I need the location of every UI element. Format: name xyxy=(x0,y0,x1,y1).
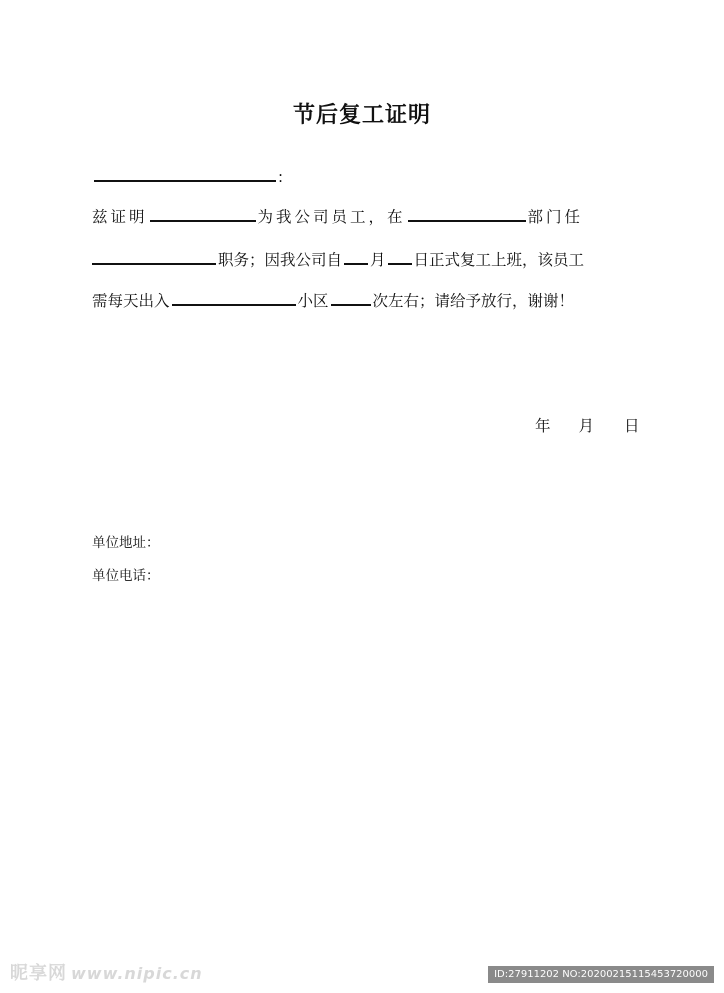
watermark-logo-url: www.nipic.cn xyxy=(71,964,203,983)
times-blank xyxy=(331,290,371,306)
unit-phone-label: 单位电话： xyxy=(92,568,160,584)
addressee-colon: : xyxy=(278,168,284,186)
document-title: 节后复工证明 xyxy=(292,102,431,128)
line2-text-3: 日正式复工上班，该员工 xyxy=(413,251,585,269)
line3-text-2: 小区 xyxy=(297,292,329,310)
line2-text-1: 职务；因我公司自 xyxy=(218,251,343,269)
line2-text-2: 月 xyxy=(370,251,386,269)
month-blank xyxy=(344,249,368,265)
employee-name-blank xyxy=(150,206,256,222)
watermark-logo xyxy=(10,959,203,985)
body-line-3 xyxy=(92,289,574,313)
line3-text-1: 需每天出入 xyxy=(92,292,170,310)
line1-text-2: 为我公司员工，在 xyxy=(257,208,406,226)
date-day: 日 xyxy=(624,417,640,435)
date-year: 年 xyxy=(535,417,551,435)
unit-address-label: 单位地址： xyxy=(92,535,160,551)
date-month: 月 xyxy=(578,417,595,435)
community-blank xyxy=(172,290,296,306)
watermark-logo-text: 昵享网 xyxy=(10,963,67,984)
addressee-blank xyxy=(94,166,276,182)
department-blank xyxy=(408,206,526,222)
position-blank xyxy=(92,249,216,265)
body-line-1 xyxy=(92,205,583,229)
watermark-id-badge: ID:27911202 NO:20200215115453720000 xyxy=(488,966,714,983)
body-line-2 xyxy=(92,248,584,272)
date-line xyxy=(535,414,640,436)
line1-text-3: 部门任 xyxy=(527,208,584,226)
line1-text-1: 兹证明 xyxy=(92,208,148,226)
line3-text-3: 次左右；请给予放行，谢谢！ xyxy=(372,292,575,310)
day-blank xyxy=(388,249,412,265)
addressee-line xyxy=(92,166,283,188)
